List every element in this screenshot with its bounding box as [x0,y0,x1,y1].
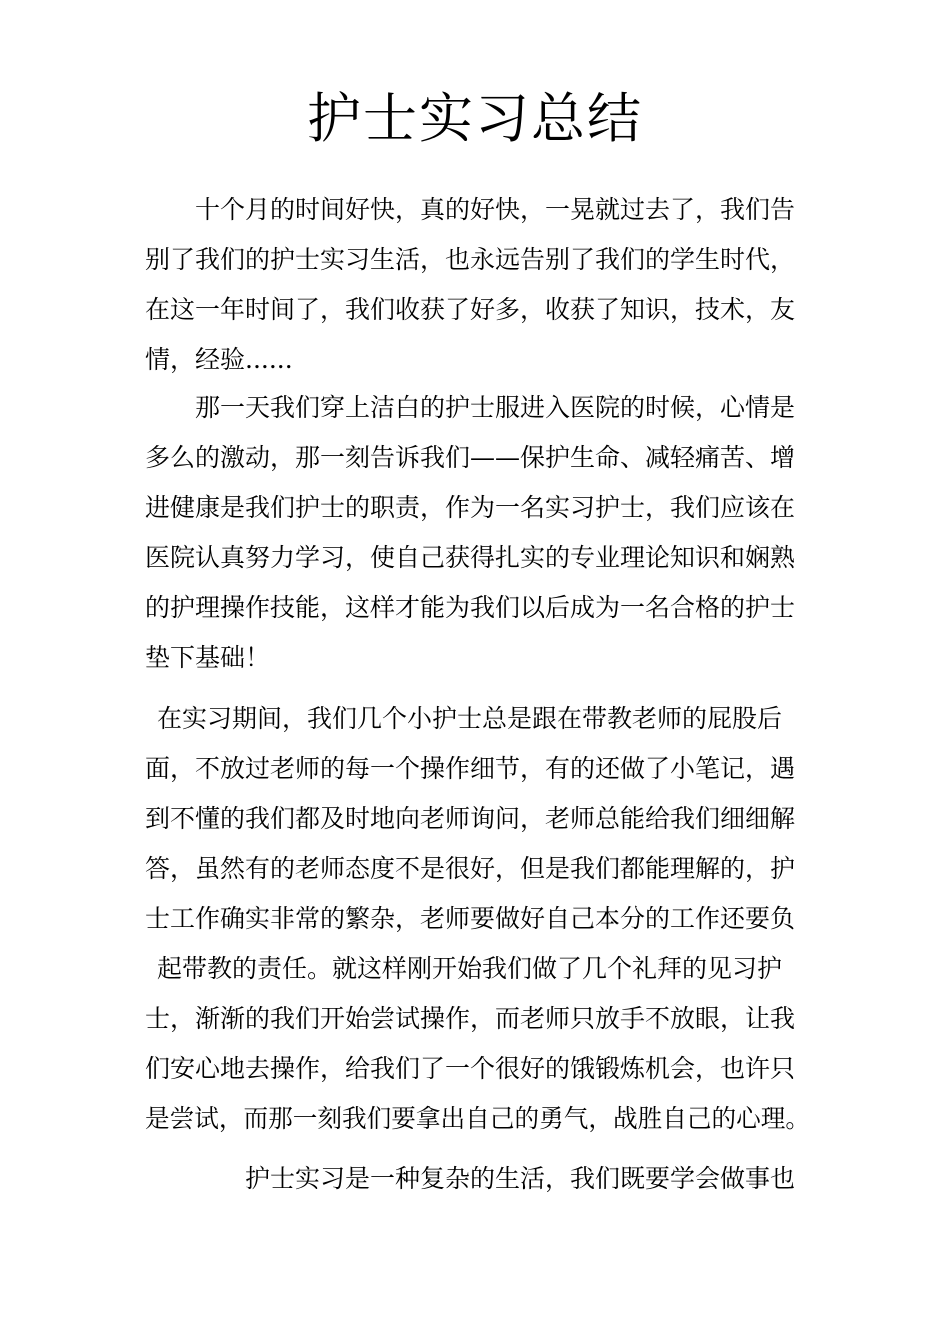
paragraph-line: 起带教的责任。就这样刚开始我们做了几个礼拜的见习护 [157,954,783,983]
paragraph-line: 在这一年时间了，我们收获了好多，收获了知识，技术，友 [145,295,796,324]
paragraph-line: 医院认真努力学习，使自己获得扎实的专业理论知识和娴熟 [145,543,796,572]
paragraph-line: 垫下基础！ [145,643,271,672]
paragraph-line: 多么的激动，那一刻告诉我们——保护生命、减轻痛苦、增 [145,443,796,472]
paragraph-line: 在实习期间，我们几个小护士总是跟在带教老师的屁股后 [157,704,783,733]
paragraph-line: 那一天我们穿上洁白的护士服进入医院的时候，心情是 [195,393,796,422]
paragraph-line: 们安心地去操作，给我们了一个很好的饿锻炼机会，也许只 [145,1054,796,1083]
paragraph-line: 进健康是我们护士的职责，作为一名实习护士，我们应该在 [145,493,796,522]
paragraph-line: 护士实习是一种复杂的生活，我们既要学会做事也 [245,1164,796,1193]
paragraph-line: 士工作确实非常的繁杂，老师要做好自己本分的工作还要负 [145,904,796,933]
paragraph-line: 是尝试，而那一刻我们要拿出自己的勇气，战胜自己的心理。 [145,1104,811,1133]
paragraph-line: 别了我们的护士实习生活，也永远告别了我们的学生时代， [145,245,796,274]
paragraph-line: 答，虽然有的老师态度不是很好，但是我们都能理解的，护 [145,854,796,883]
document-title: 护士实习总结 [307,87,643,150]
paragraph-line: 面，不放过老师的每一个操作细节，有的还做了小笔记，遇 [145,754,796,783]
paragraph-line: 士，渐渐的我们开始尝试操作，而老师只放手不放眼，让我 [145,1004,796,1033]
paragraph-line: 情，经验...... [145,345,293,374]
paragraph-line: 十个月的时间好快，真的好快，一晃就过去了，我们告 [195,195,796,224]
paragraph-line: 的护理操作技能，这样才能为我们以后成为一名合格的护士 [145,593,796,622]
paragraph-line: 到不懂的我们都及时地向老师询问，老师总能给我们细细解 [145,804,796,833]
